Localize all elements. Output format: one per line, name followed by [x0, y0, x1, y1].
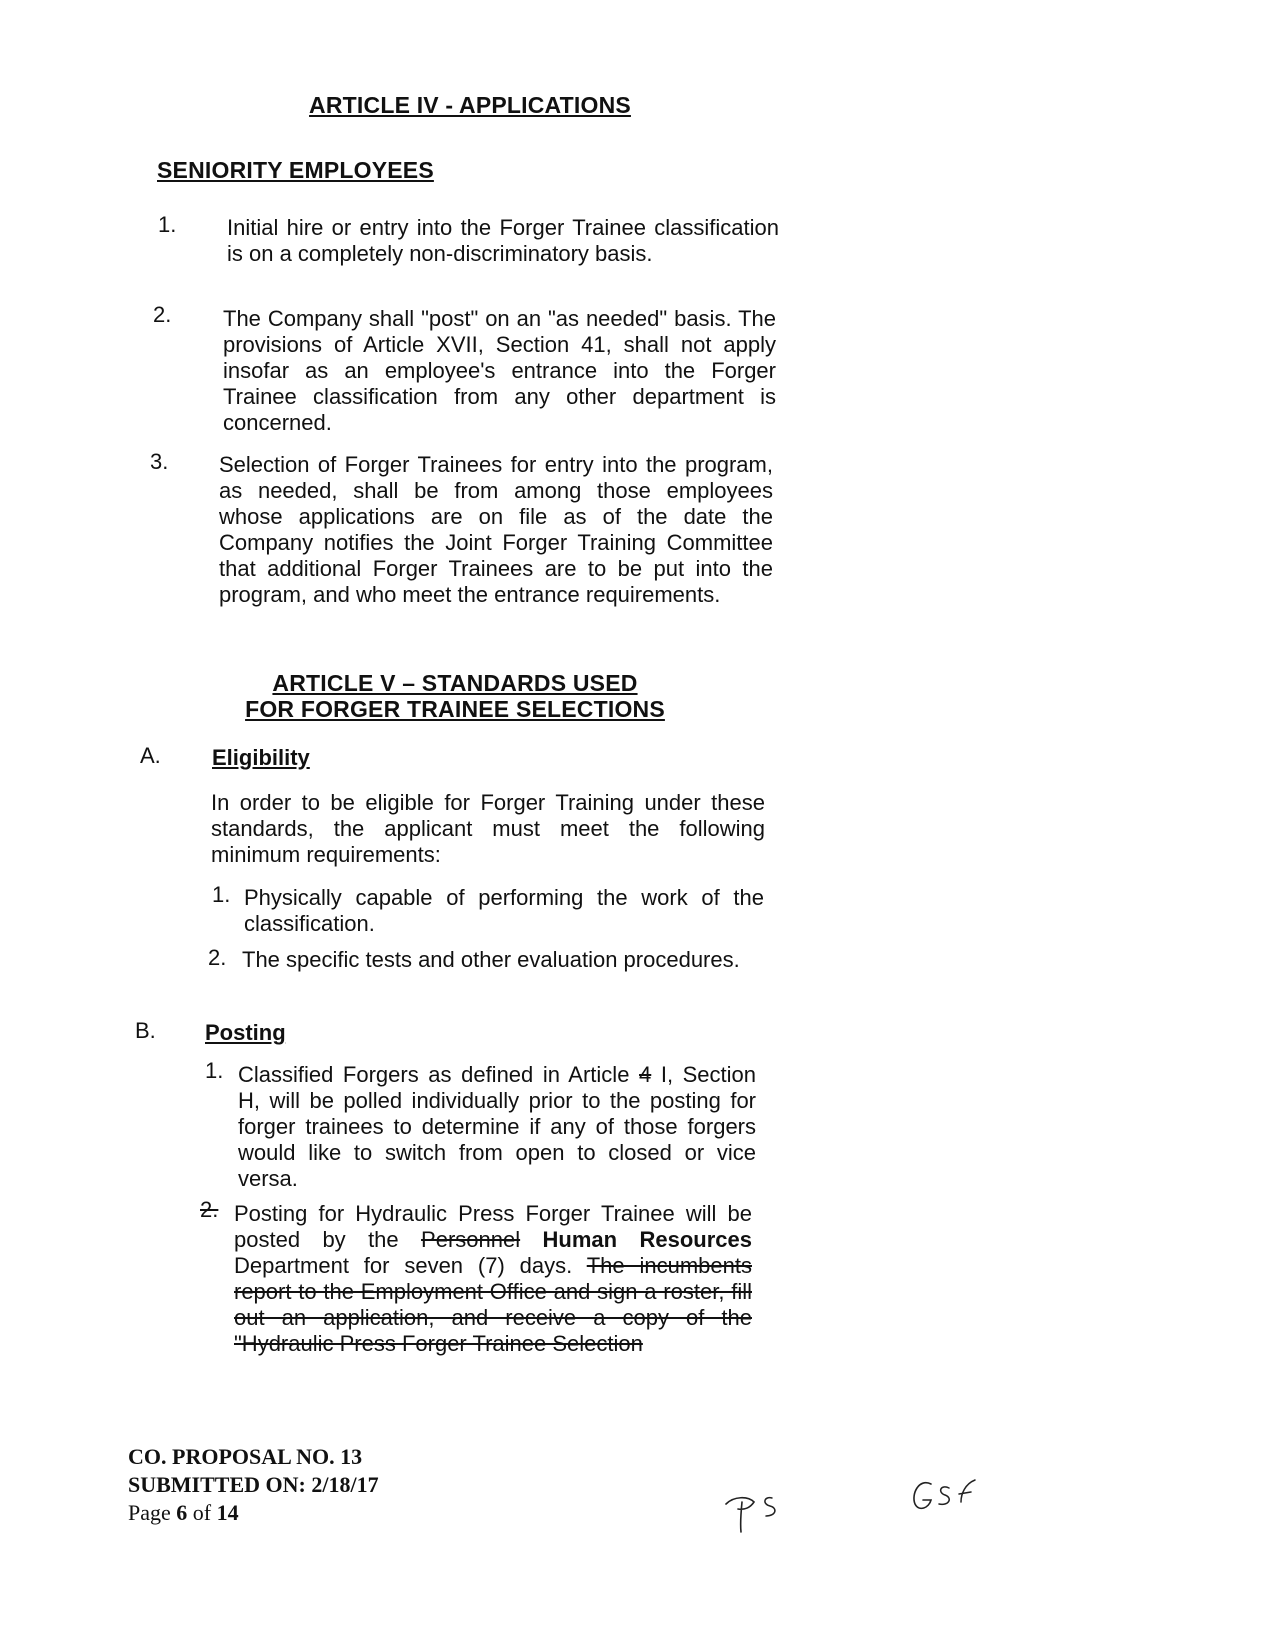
- section-b-item-2-text-before: Posting for Hydraulic Press Forger Trainee will be posted by the: [234, 1201, 752, 1252]
- section-b-item-2-text-middle: Department for seven (7) days.: [234, 1253, 573, 1278]
- section-b-item-2-text: [234, 1201, 752, 1357]
- footer-proposal-number: CO. PROPOSAL NO. 13: [128, 1444, 363, 1469]
- footer-page-total: 14: [216, 1500, 239, 1525]
- section-a-intro: In order to be eligible for Forger Training under these standards, the applicant must meet the following minimum requirements:: [211, 790, 765, 867]
- section-b-label: B.: [135, 1018, 156, 1043]
- section-b-title: Posting: [205, 1020, 286, 1045]
- section-b-item-1-number: 1.: [205, 1058, 224, 1083]
- section-b-item-2-struck-number: 2.: [200, 1197, 219, 1222]
- section-b-item-2-struck-personnel: Personnel: [421, 1227, 521, 1252]
- section-a-label: A.: [140, 743, 161, 768]
- section-b-item-2-struck-incumbents: The incumbents report to the Employment Office and sign a roster, fill out an application, and receive a copy of the "Hydraulic Press Forger Trainee Selection: [234, 1253, 752, 1356]
- seniority-employees-heading: SENIORITY EMPLOYEES: [157, 157, 434, 183]
- footer-page-info: [128, 1499, 379, 1527]
- section-a-title: Eligibility: [212, 745, 310, 770]
- footer-block: [128, 1443, 379, 1527]
- article-iv-item-2-number: 2.: [153, 302, 172, 327]
- section-b-item-1-text-after: I, Section H, will be polled individually prior to the posting for forger trainees to determine if any of those forgers would like to switch from open to closed or vice versa.: [238, 1062, 757, 1191]
- section-b-item-2-number: [200, 1197, 218, 1223]
- section-a-item-1-number: 1.: [212, 882, 231, 907]
- article-iv-item-3-text: Selection of Forger Trainees for entry into the program, as needed, shall be from among those employees whose applications are on file as of the date the Company notifies the Joint Forger Training Committee that additional Forger Trainees are to be put into the program, and who meet the entrance requirements.: [219, 452, 773, 607]
- article-v-title-line1: ARTICLE V – STANDARDS USED: [272, 670, 638, 696]
- article-v-title-line2: FOR FORGER TRAINEE SELECTIONS: [245, 696, 665, 722]
- section-a-item-1-text: Physically capable of performing the work of the classification.: [244, 885, 764, 936]
- section-b-item-1-struck-number: 4: [639, 1062, 652, 1087]
- handwritten-initials-gsf-icon: [905, 1472, 985, 1522]
- footer-page-mid: of: [187, 1500, 217, 1525]
- article-iv-item-2-text: The Company shall "post" on an "as needed" basis. The provisions of Article XVII, Section 41, shall not apply insofar as an employee's entrance into the Forger Trainee classification from any other department is concerned.: [223, 306, 776, 435]
- footer-page-prefix: Page: [128, 1500, 177, 1525]
- footer-page-number: 6: [176, 1500, 188, 1525]
- handwritten-initials-ps-icon: [720, 1490, 790, 1535]
- footer-submitted-date: SUBMITTED ON: 2/18/17: [128, 1472, 379, 1497]
- section-b-item-2-inserted-human-resources: Human Resources: [542, 1227, 752, 1252]
- article-iv-title: ARTICLE IV - APPLICATIONS: [309, 92, 631, 118]
- section-b-item-1-text: [238, 1062, 756, 1192]
- article-iv-item-1-number: 1.: [158, 212, 177, 237]
- article-iv-item-3-number: 3.: [150, 449, 169, 474]
- section-a-item-2-text: The specific tests and other evaluation procedures.: [242, 947, 740, 972]
- article-iv-item-1-text: Initial hire or entry into the Forger Trainee classification is on a completely non-discriminatory basis.: [227, 215, 779, 266]
- section-b-item-1-text-before: Classified Forgers as defined in Article: [238, 1062, 630, 1087]
- section-a-item-2-number: 2.: [208, 945, 227, 970]
